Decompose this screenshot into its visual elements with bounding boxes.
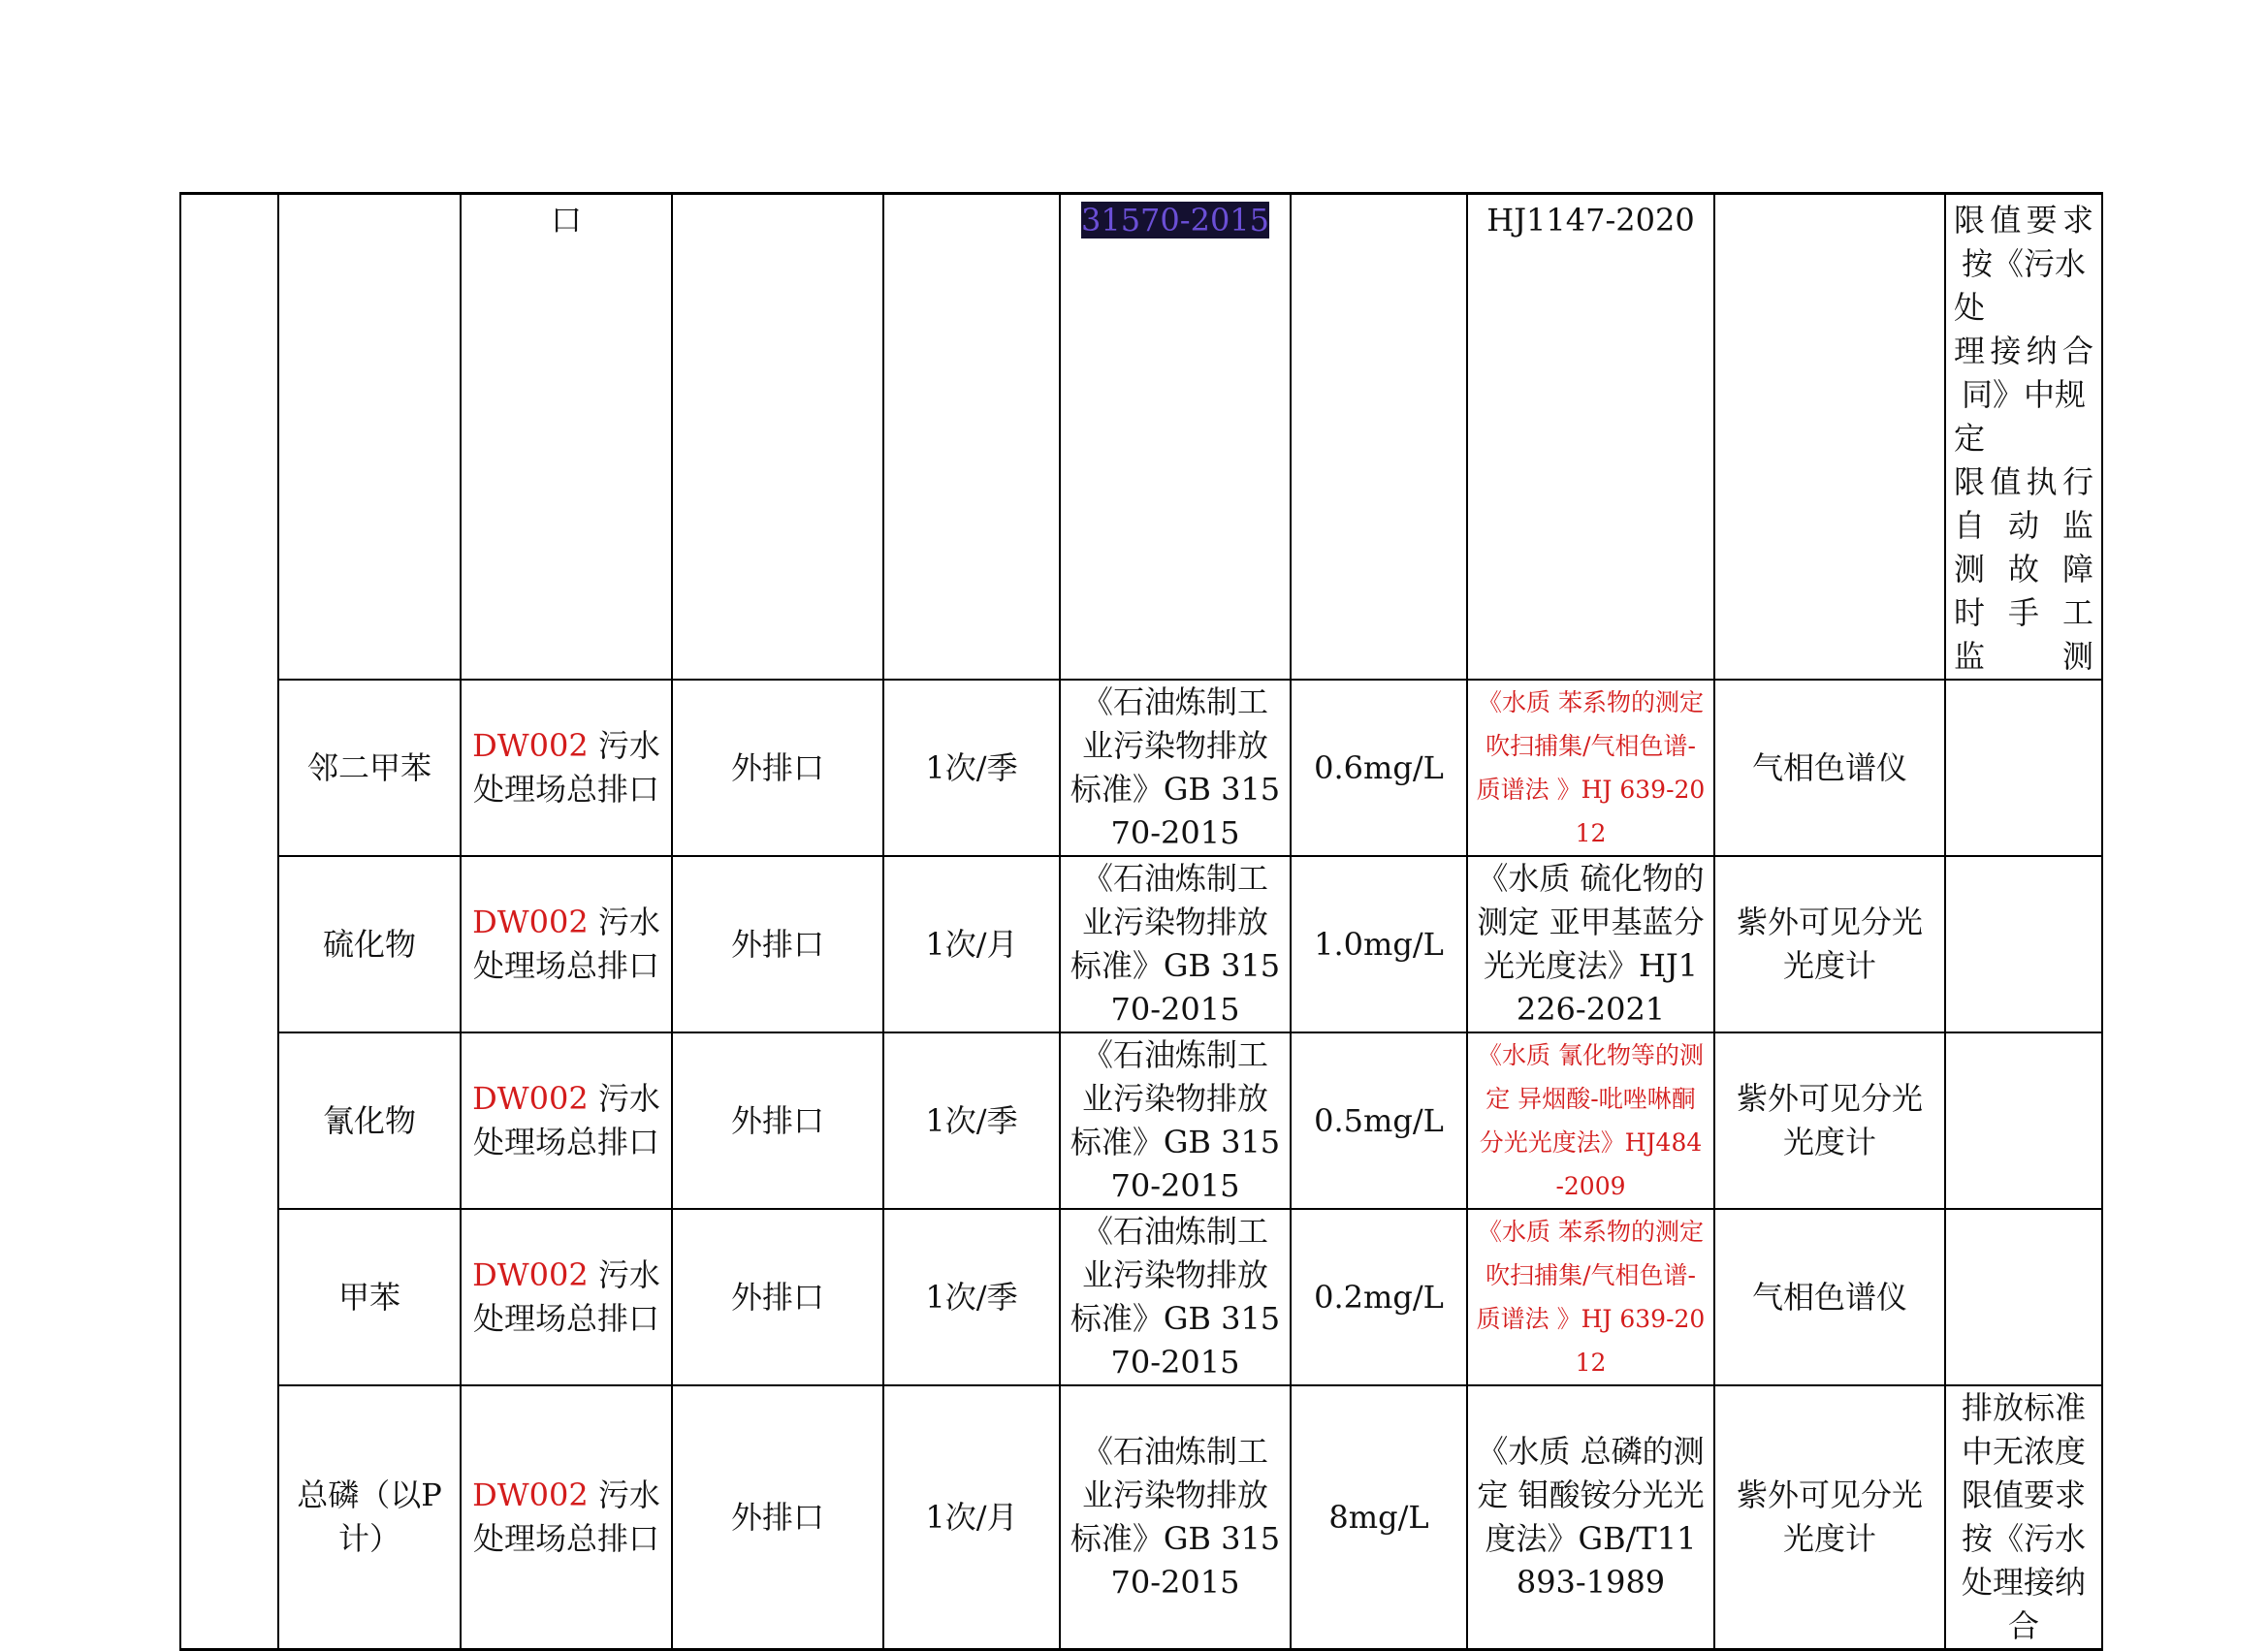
frequency: 1次/季	[925, 1278, 1018, 1316]
monitoring-table	[179, 192, 2103, 1651]
method-text: 《水质 苯系物的测定 吹扫捕集/气相色谱-质谱法 》HJ 639-2012	[1476, 688, 1706, 847]
standard-cell	[1060, 856, 1291, 1032]
limit-cell	[1291, 1032, 1467, 1209]
instrument-cell	[1714, 680, 1945, 856]
standard-text: 《石油炼制工业污染物排放标准》GB 31570-2015	[1070, 1213, 1281, 1381]
pollutant-cell	[278, 1385, 461, 1650]
outlet-cell	[461, 1209, 672, 1385]
instrument-name: 紫外可见分光光度计	[1736, 1476, 1923, 1557]
frequency-cell	[883, 1032, 1060, 1209]
instrument-cell	[1714, 194, 1945, 681]
pollutant-name: 甲苯	[337, 1278, 400, 1316]
note-cell	[1945, 194, 2102, 681]
pollutant-name: 邻二甲苯	[306, 748, 431, 786]
outlet-type-cell	[672, 856, 883, 1032]
outlet-type: 外排口	[730, 748, 824, 786]
outlet-type-cell	[672, 1385, 883, 1650]
instrument-cell	[1714, 1209, 1945, 1385]
pollutant-name: 氰化物	[322, 1101, 416, 1139]
instrument-name: 紫外可见分光光度计	[1736, 1080, 1923, 1160]
table-row	[180, 1385, 2102, 1650]
limit-value: 1.0mg/L	[1314, 925, 1444, 963]
instrument-name: 紫外可见分光光度计	[1736, 904, 1923, 984]
frequency-cell	[883, 856, 1060, 1032]
frequency-cell	[883, 194, 1060, 681]
outlet-code: DW002	[472, 1256, 589, 1293]
outlet-name: 污水处理场总排口	[472, 1256, 660, 1337]
method-tail: HJ1147-2020	[1486, 202, 1695, 238]
pollutant-cell	[278, 1032, 461, 1209]
note-line: 限值执行	[1954, 463, 2093, 500]
outlet-cell	[461, 856, 672, 1032]
pollutant-cell	[278, 1209, 461, 1385]
frequency: 1次/季	[925, 748, 1018, 786]
method-cell	[1467, 680, 1714, 856]
frequency-cell	[883, 1385, 1060, 1650]
standard-text: 《石油炼制工业污染物排放标准》GB 31570-2015	[1070, 1433, 1281, 1601]
note-line: 时手工	[1954, 594, 2093, 631]
outlet-cell	[461, 680, 672, 856]
method-text: 《水质 硫化物的测定 亚甲基蓝分光光度法》HJ1226-2021	[1477, 860, 1705, 1028]
outlet-cell	[461, 194, 672, 681]
outlet-cell	[461, 1385, 672, 1650]
instrument-cell	[1714, 1032, 1945, 1209]
limit-value: 0.2mg/L	[1314, 1278, 1444, 1316]
note-line: 理接纳合	[1954, 333, 2093, 369]
highlighted-standard-text[interactable]	[1081, 202, 1269, 238]
table-row	[180, 1209, 2102, 1385]
limit-value: 0.6mg/L	[1314, 748, 1444, 786]
frequency-cell	[883, 1209, 1060, 1385]
frequency: 1次/月	[925, 1498, 1018, 1536]
frequency: 1次/季	[925, 1101, 1018, 1139]
standard-cell	[1060, 1385, 1291, 1650]
outlet-code: DW002	[472, 904, 589, 940]
standard-text: 《石油炼制工业污染物排放标准》GB 31570-2015	[1070, 1036, 1281, 1204]
note-cell	[1945, 1209, 2102, 1385]
note-cell	[1945, 680, 2102, 856]
method-text: 《水质 苯系物的测定 吹扫捕集/气相色谱-质谱法 》HJ 639-2012	[1476, 1218, 1706, 1377]
outlet-code: DW002	[472, 1476, 589, 1513]
standard-cell	[1060, 1032, 1291, 1209]
note-line: 同》中规定	[1954, 376, 2086, 457]
outlet-code: DW002	[472, 1080, 589, 1117]
pollutant-cell	[278, 680, 461, 856]
method-cell	[1467, 1385, 1714, 1650]
outlet-name: 污水处理场总排口	[472, 1080, 660, 1160]
frequency-cell	[883, 680, 1060, 856]
note-cell	[1945, 856, 2102, 1032]
pollutant-cell	[278, 194, 461, 681]
outlet-type: 外排口	[730, 1101, 824, 1139]
table-row	[180, 680, 2102, 856]
standard-tail: 31570-2015	[1080, 202, 1270, 238]
outlet-code: DW002	[472, 727, 589, 764]
note-line: 监测	[1954, 638, 2093, 675]
outlet-name: 污水处理场总排口	[472, 904, 660, 984]
standard-text: 《石油炼制工业污染物排放标准》GB 31570-2015	[1070, 683, 1281, 851]
limit-cell	[1291, 1385, 1467, 1650]
outlet-type-cell	[672, 680, 883, 856]
outlet-type-cell	[672, 1032, 883, 1209]
frequency: 1次/月	[925, 925, 1018, 963]
limit-cell	[1291, 1209, 1467, 1385]
note-line: 限值要求	[1954, 202, 2093, 238]
method-cell	[1467, 856, 1714, 1032]
outlet-type: 外排口	[730, 1278, 824, 1316]
method-cell	[1467, 194, 1714, 681]
pollutant-name: 总磷（以P计）	[297, 1476, 442, 1557]
limit-cell	[1291, 194, 1467, 681]
method-cell	[1467, 1032, 1714, 1209]
note-line: 按《污水处	[1954, 245, 2086, 326]
outlet-name: 污水处理场总排口	[472, 1476, 660, 1557]
instrument-name: 气相色谱仪	[1751, 748, 1907, 786]
standard-cell	[1060, 194, 1291, 681]
standard-cell	[1060, 1209, 1291, 1385]
limit-value: 8mg/L	[1328, 1498, 1429, 1536]
outlet-type-cell	[672, 194, 883, 681]
note-line: 测故障	[1954, 551, 2093, 587]
standard-cell	[1060, 680, 1291, 856]
method-cell	[1467, 1209, 1714, 1385]
outlet-type: 外排口	[730, 1498, 824, 1536]
note-cell	[1945, 1032, 2102, 1209]
instrument-cell	[1714, 1385, 1945, 1650]
limit-cell	[1291, 680, 1467, 856]
instrument-name: 气相色谱仪	[1751, 1278, 1907, 1316]
note-text: 排放标准中无浓度限值要求按《污水处理接纳合	[1961, 1389, 2086, 1644]
pollutant-name: 硫化物	[322, 925, 416, 963]
outlet-type: 外排口	[730, 925, 824, 963]
continued-row	[180, 194, 2102, 681]
note-line: 自动监	[1954, 507, 2093, 544]
left-merged-cell	[180, 194, 278, 1650]
standard-text: 《石油炼制工业污染物排放标准》GB 31570-2015	[1070, 860, 1281, 1028]
method-text: 《水质 总磷的测定 钼酸铵分光光度法》GB/T11893-1989	[1477, 1433, 1705, 1601]
pollutant-cell	[278, 856, 461, 1032]
instrument-cell	[1714, 856, 1945, 1032]
note-cell	[1945, 1385, 2102, 1650]
outlet-tail: 口	[550, 202, 582, 238]
outlet-name: 污水处理场总排口	[472, 727, 660, 808]
outlet-type-cell	[672, 1209, 883, 1385]
limit-cell	[1291, 856, 1467, 1032]
table-row	[180, 856, 2102, 1032]
limit-value: 0.5mg/L	[1314, 1101, 1444, 1139]
outlet-cell	[461, 1032, 672, 1209]
method-text: 《水质 氰化物等的测定 异烟酸-吡唑啉酮分光光度法》HJ484-2009	[1478, 1041, 1704, 1200]
table-row	[180, 1032, 2102, 1209]
